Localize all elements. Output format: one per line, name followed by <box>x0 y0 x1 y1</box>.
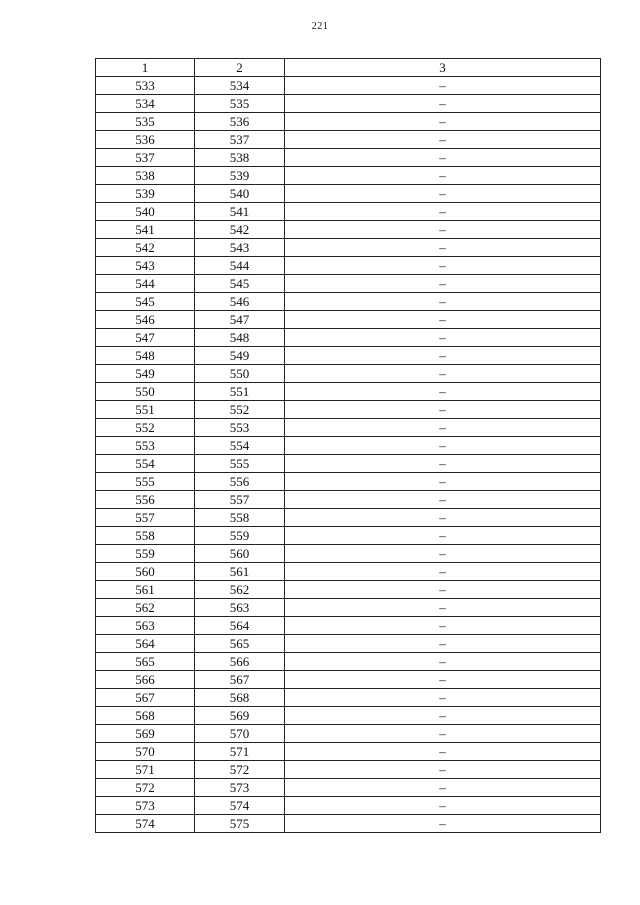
table-row <box>96 329 601 347</box>
table-cell-col-2: 552 <box>195 401 285 419</box>
table-cell-col-1: 536 <box>96 131 195 149</box>
table-cell-col-3: – <box>285 329 601 347</box>
table-cell-col-3: – <box>285 131 601 149</box>
table-cell-col-1: 542 <box>96 239 195 257</box>
table-cell-col-2: 547 <box>195 311 285 329</box>
table-cell-col-2: 550 <box>195 365 285 383</box>
table-cell-col-1: 539 <box>96 185 195 203</box>
page-number: 221 <box>311 21 329 32</box>
table-cell-col-1: 563 <box>96 617 195 635</box>
table-row <box>96 203 601 221</box>
table-cell-col-2: 537 <box>195 131 285 149</box>
table-cell-col-2: 564 <box>195 617 285 635</box>
table-cell-col-3: – <box>285 203 601 221</box>
table-row <box>96 797 601 815</box>
table-cell-col-3: – <box>285 275 601 293</box>
table-row <box>96 779 601 797</box>
table-cell-col-2: 534 <box>195 77 285 95</box>
table-cell-col-1: 543 <box>96 257 195 275</box>
table-row <box>96 221 601 239</box>
table-cell-col-1: 564 <box>96 635 195 653</box>
table-cell-col-1: 535 <box>96 113 195 131</box>
table-cell-col-2: 569 <box>195 707 285 725</box>
column-header-1: 1 <box>96 59 195 77</box>
table-cell-col-2: 557 <box>195 491 285 509</box>
table-row <box>96 491 601 509</box>
table-cell-col-3: – <box>285 815 601 833</box>
table-cell-col-3: – <box>285 599 601 617</box>
table-row <box>96 617 601 635</box>
table-row <box>96 401 601 419</box>
table-cell-col-3: – <box>285 581 601 599</box>
table-cell-col-3: – <box>285 257 601 275</box>
table-cell-col-2: 535 <box>195 95 285 113</box>
table-cell-col-2: 544 <box>195 257 285 275</box>
table-cell-col-1: 558 <box>96 527 195 545</box>
table-row <box>96 185 601 203</box>
table-row <box>96 437 601 455</box>
table-row <box>96 131 601 149</box>
table-cell-col-2: 574 <box>195 797 285 815</box>
table-cell-col-3: – <box>285 527 601 545</box>
table-row <box>96 167 601 185</box>
table-cell-col-1: 561 <box>96 581 195 599</box>
table-cell-col-3: – <box>285 401 601 419</box>
table-cell-col-2: 545 <box>195 275 285 293</box>
table-row <box>96 545 601 563</box>
table-cell-col-2: 556 <box>195 473 285 491</box>
table-cell-col-1: 559 <box>96 545 195 563</box>
table-row <box>96 293 601 311</box>
table-header-row <box>96 59 601 77</box>
table-row <box>96 275 601 293</box>
table-cell-col-1: 537 <box>96 149 195 167</box>
table-cell-col-2: 571 <box>195 743 285 761</box>
table-cell-col-2: 562 <box>195 581 285 599</box>
table-cell-col-3: – <box>285 491 601 509</box>
table-cell-col-3: – <box>285 563 601 581</box>
table-row <box>96 95 601 113</box>
table-row <box>96 419 601 437</box>
table-cell-col-1: 571 <box>96 761 195 779</box>
table-cell-col-2: 553 <box>195 419 285 437</box>
table-cell-col-3: – <box>285 221 601 239</box>
table-cell-col-2: 560 <box>195 545 285 563</box>
table-cell-col-2: 563 <box>195 599 285 617</box>
table-cell-col-1: 547 <box>96 329 195 347</box>
table-cell-col-1: 550 <box>96 383 195 401</box>
table-cell-col-1: 567 <box>96 689 195 707</box>
table-cell-col-1: 554 <box>96 455 195 473</box>
table-row <box>96 77 601 95</box>
table-cell-col-1: 534 <box>96 95 195 113</box>
table-row <box>96 311 601 329</box>
table-row <box>96 347 601 365</box>
table-cell-col-1: 546 <box>96 311 195 329</box>
table-cell-col-3: – <box>285 743 601 761</box>
table-cell-col-2: 572 <box>195 761 285 779</box>
table-cell-col-3: – <box>285 365 601 383</box>
table-cell-col-3: – <box>285 239 601 257</box>
table-cell-col-2: 549 <box>195 347 285 365</box>
table-cell-col-1: 568 <box>96 707 195 725</box>
table-row <box>96 761 601 779</box>
table-body <box>96 77 601 833</box>
table-cell-col-3: – <box>285 113 601 131</box>
table-row <box>96 599 601 617</box>
table-cell-col-2: 540 <box>195 185 285 203</box>
table-cell-col-2: 567 <box>195 671 285 689</box>
table-cell-col-3: – <box>285 617 601 635</box>
table-cell-col-3: – <box>285 725 601 743</box>
table-cell-col-3: – <box>285 95 601 113</box>
table-cell-col-1: 544 <box>96 275 195 293</box>
table-cell-col-2: 548 <box>195 329 285 347</box>
table-row <box>96 149 601 167</box>
table-cell-col-1: 565 <box>96 653 195 671</box>
table-cell-col-1: 569 <box>96 725 195 743</box>
table-row <box>96 707 601 725</box>
table-cell-col-3: – <box>285 689 601 707</box>
table-cell-col-1: 566 <box>96 671 195 689</box>
table-cell-col-2: 539 <box>195 167 285 185</box>
table-row <box>96 113 601 131</box>
table-cell-col-2: 568 <box>195 689 285 707</box>
table-cell-col-1: 556 <box>96 491 195 509</box>
table-row <box>96 635 601 653</box>
table-cell-col-2: 573 <box>195 779 285 797</box>
table-cell-col-3: – <box>285 797 601 815</box>
table-row <box>96 581 601 599</box>
table-cell-col-3: – <box>285 167 601 185</box>
table-cell-col-2: 546 <box>195 293 285 311</box>
table-cell-col-3: – <box>285 473 601 491</box>
table-cell-col-2: 542 <box>195 221 285 239</box>
table-cell-col-2: 559 <box>195 527 285 545</box>
table-cell-col-2: 555 <box>195 455 285 473</box>
table-row <box>96 527 601 545</box>
table-cell-col-1: 570 <box>96 743 195 761</box>
table-cell-col-2: 575 <box>195 815 285 833</box>
table-cell-col-2: 541 <box>195 203 285 221</box>
table-cell-col-3: – <box>285 185 601 203</box>
table-cell-col-2: 570 <box>195 725 285 743</box>
table-row <box>96 383 601 401</box>
table-row <box>96 815 601 833</box>
table-cell-col-1: 538 <box>96 167 195 185</box>
table-cell-col-2: 558 <box>195 509 285 527</box>
table-cell-col-3: – <box>285 149 601 167</box>
table-cell-col-3: – <box>285 779 601 797</box>
table-cell-col-2: 561 <box>195 563 285 581</box>
table-cell-col-1: 549 <box>96 365 195 383</box>
data-table <box>95 58 601 833</box>
table-cell-col-3: – <box>285 419 601 437</box>
table-row <box>96 689 601 707</box>
table-cell-col-2: 554 <box>195 437 285 455</box>
table-row <box>96 455 601 473</box>
table-cell-col-1: 548 <box>96 347 195 365</box>
table-cell-col-3: – <box>285 311 601 329</box>
table-row <box>96 563 601 581</box>
table-cell-col-1: 555 <box>96 473 195 491</box>
table-cell-col-3: – <box>285 545 601 563</box>
table-row <box>96 671 601 689</box>
table-cell-col-2: 566 <box>195 653 285 671</box>
table-cell-col-3: – <box>285 437 601 455</box>
table-cell-col-2: 551 <box>195 383 285 401</box>
table-cell-col-1: 557 <box>96 509 195 527</box>
table-cell-col-1: 572 <box>96 779 195 797</box>
table-cell-col-3: – <box>285 653 601 671</box>
table-cell-col-3: – <box>285 509 601 527</box>
table-cell-col-1: 560 <box>96 563 195 581</box>
table-cell-col-2: 543 <box>195 239 285 257</box>
table-row <box>96 653 601 671</box>
table-cell-col-3: – <box>285 761 601 779</box>
column-header-3: 3 <box>285 59 601 77</box>
table-cell-col-1: 533 <box>96 77 195 95</box>
table-cell-col-1: 574 <box>96 815 195 833</box>
table-cell-col-2: 536 <box>195 113 285 131</box>
table-cell-col-1: 541 <box>96 221 195 239</box>
table-cell-col-3: – <box>285 455 601 473</box>
table-row <box>96 743 601 761</box>
table-cell-col-3: – <box>285 635 601 653</box>
table-cell-col-3: – <box>285 707 601 725</box>
table-cell-col-3: – <box>285 77 601 95</box>
table-row <box>96 725 601 743</box>
table-cell-col-1: 551 <box>96 401 195 419</box>
table-cell-col-1: 552 <box>96 419 195 437</box>
table-row <box>96 365 601 383</box>
table-cell-col-3: – <box>285 383 601 401</box>
table-cell-col-1: 540 <box>96 203 195 221</box>
table-cell-col-3: – <box>285 347 601 365</box>
table-cell-col-2: 538 <box>195 149 285 167</box>
table-cell-col-3: – <box>285 671 601 689</box>
table-cell-col-3: – <box>285 293 601 311</box>
table-cell-col-1: 545 <box>96 293 195 311</box>
table-cell-col-1: 553 <box>96 437 195 455</box>
table-row <box>96 257 601 275</box>
column-header-2: 2 <box>195 59 285 77</box>
table-cell-col-1: 573 <box>96 797 195 815</box>
table-row <box>96 473 601 491</box>
table-row <box>96 239 601 257</box>
table-cell-col-1: 562 <box>96 599 195 617</box>
table-cell-col-2: 565 <box>195 635 285 653</box>
table-row <box>96 509 601 527</box>
